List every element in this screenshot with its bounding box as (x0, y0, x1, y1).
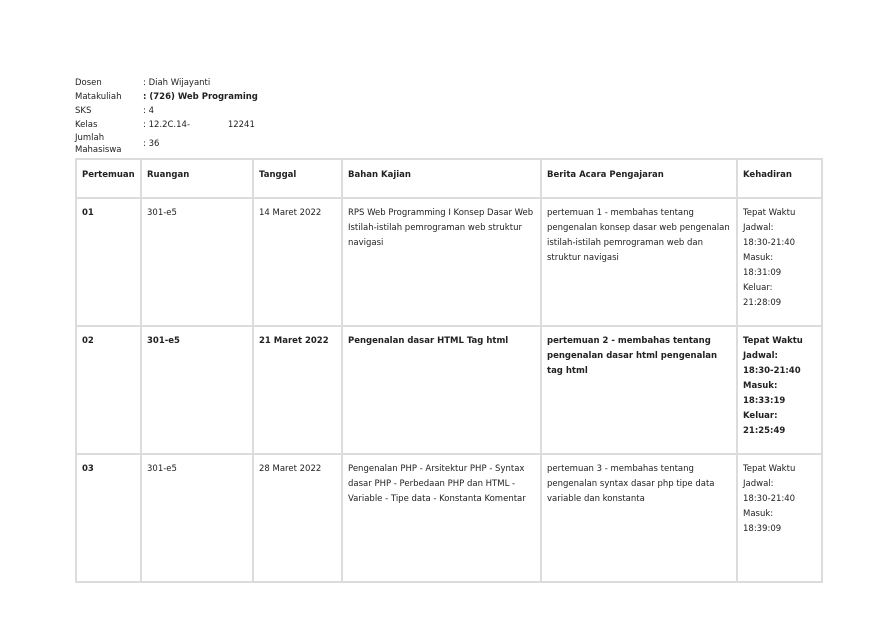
cell-berita: pertemuan 1 - membahas tentang pengenalan konsep dasar web pengenalan istilah-istilah pemrograman web dan struktur navigasi (541, 198, 737, 326)
jadwal-label: Jadwal: (743, 223, 774, 233)
course-info (75, 76, 258, 156)
jadwal: 18:30-21:40 (743, 366, 801, 376)
table-row (76, 326, 822, 454)
cell-berita: pertemuan 3 - membahas tentang pengenalan syntax dasar php tipe data variable dan konstanta (541, 454, 737, 582)
cell-ruangan: 301-e5 (141, 198, 253, 326)
masuk-label: Masuk: (743, 509, 774, 519)
matkul-value: : (726) Web Programing (143, 92, 258, 102)
masuk: 18:33:19 (743, 396, 786, 406)
kelas-row (75, 118, 258, 132)
cell-kehadiran (737, 326, 822, 454)
cell-tanggal: 14 Maret 2022 (253, 198, 342, 326)
matkul-row (75, 90, 258, 104)
cell-kehadiran (737, 198, 822, 326)
col-pertemuan: Pertemuan (76, 159, 141, 198)
cell-bahan: Pengenalan PHP - Arsitektur PHP - Syntax dasar PHP - Perbedaan PHP dan HTML - Variable - Tipe data - Konstanta Komentar (342, 454, 541, 582)
cell-ruangan: 301-e5 (141, 454, 253, 582)
jadwal-label: Jadwal: (743, 351, 778, 361)
cell-kehadiran (737, 454, 822, 582)
col-tanggal: Tanggal (253, 159, 342, 198)
masuk-label: Masuk: (743, 253, 774, 263)
cell-pertemuan: 02 (76, 326, 141, 454)
table-header-row (76, 159, 822, 198)
cell-bahan: RPS Web Programming I Konsep Dasar Web Istilah-istilah pemrograman web struktur navigasi (342, 198, 541, 326)
status: Tepat Waktu (743, 336, 803, 346)
jumlah-value: : 36 (143, 139, 160, 149)
kelas-label: Kelas (75, 120, 98, 130)
cell-tanggal: 28 Maret 2022 (253, 454, 342, 582)
col-bahan-kajian: Bahan Kajian (342, 159, 541, 198)
jadwal: 18:30-21:40 (743, 238, 796, 248)
cell-berita: pertemuan 2 - membahas tentang pengenalan dasar html pengenalan tag html (541, 326, 737, 454)
dosen-row (75, 76, 258, 90)
keluar: 21:25:49 (743, 426, 786, 436)
cell-pertemuan: 03 (76, 454, 141, 582)
col-berita-acara: Berita Acara Pengajaran (541, 159, 737, 198)
masuk: 18:39:09 (743, 524, 782, 534)
cell-bahan: Pengenalan dasar HTML Tag html (342, 326, 541, 454)
status: Tepat Waktu (743, 208, 796, 218)
attendance-table (75, 158, 823, 583)
sks-value: : 4 (143, 106, 154, 116)
keluar-label: Keluar: (743, 411, 778, 421)
matkul-label: Matakuliah (75, 92, 122, 102)
cell-tanggal: 21 Maret 2022 (253, 326, 342, 454)
dosen-label: Dosen (75, 78, 102, 88)
col-ruangan: Ruangan (141, 159, 253, 198)
jumlah-row (75, 132, 258, 156)
cell-ruangan: 301-e5 (141, 326, 253, 454)
masuk-label: Masuk: (743, 381, 778, 391)
kelas-value: : 12.2C.14- 12241 (143, 120, 255, 130)
sks-row (75, 104, 258, 118)
table-row (76, 454, 822, 582)
masuk: 18:31:09 (743, 268, 782, 278)
jadwal-label: Jadwal: (743, 479, 774, 489)
jumlah-label: Jumlah Mahasiswa (75, 133, 122, 155)
keluar-label: Keluar: (743, 283, 773, 293)
jadwal: 18:30-21:40 (743, 494, 796, 504)
sks-label: SKS (75, 106, 92, 116)
keluar: 21:28:09 (743, 298, 782, 308)
cell-pertemuan: 01 (76, 198, 141, 326)
status: Tepat Waktu (743, 464, 796, 474)
table-row (76, 198, 822, 326)
dosen-value: : Diah Wijayanti (143, 78, 211, 88)
col-kehadiran: Kehadiran (737, 159, 822, 198)
